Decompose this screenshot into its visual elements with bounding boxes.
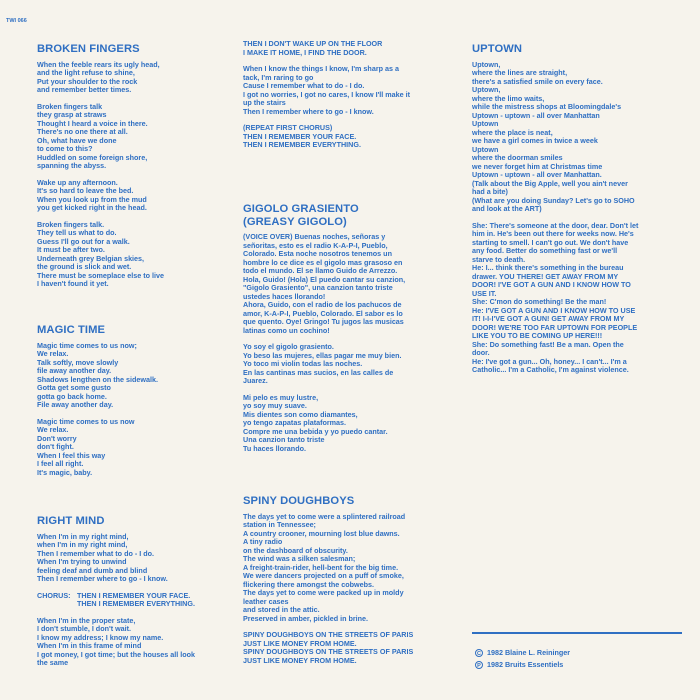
- lyric-line: latinas como un cochino!: [243, 325, 330, 335]
- catalog-number: TWI 066: [6, 18, 27, 24]
- lyric-line: We were dancers projected on a puff of smoke,: [243, 571, 404, 580]
- lyric-line: the ground is slick and wet.: [37, 262, 132, 271]
- lyric-line: LIKE YOU TO BE COMING UP HERE!!!: [472, 331, 603, 340]
- lyric-line: spanning the abyss.: [37, 161, 107, 170]
- lyric-line: Hola, Guido! (Hola) El puedo cantar su canzion,: [243, 274, 406, 284]
- lyric-line: Guess I'll go out for a walk.: [37, 236, 130, 246]
- lyric-line: on the dashboard of obscurity.: [243, 545, 348, 555]
- lyrics: [243, 40, 457, 150]
- lyric-line: Talk softly, move slowly: [37, 357, 119, 367]
- song-gigolo-grasiento: [243, 204, 457, 453]
- lyric-line: had a bite): [472, 187, 508, 196]
- lyric-line: Oh, what have we done: [37, 135, 117, 145]
- lyric-line: flickering there amongst the cobwebs.: [243, 579, 374, 589]
- lyric-line: I don't stumble, I don't wait.: [37, 624, 132, 633]
- lyric-line: JUST LIKE MONEY FROM HOME.: [243, 655, 357, 665]
- lyric-line: She: C'mon do something! Be the man!: [472, 297, 607, 306]
- right-mind-continued: [243, 40, 457, 150]
- lyric-line: where the doorman smiles: [472, 153, 563, 162]
- lyric-line: Underneath grey Belgian skies,: [37, 253, 145, 263]
- lyric-line: file away another day.: [37, 366, 112, 375]
- lyric-line: It must be after two.: [37, 245, 105, 254]
- lyric-line: Tu haces llorando.: [243, 443, 306, 453]
- lyric-line: Wake up any afternoon.: [37, 177, 118, 187]
- lyric-line: Then I remember where to go - I know.: [37, 574, 168, 583]
- lyric-line: señoritas, esto es el radio K-A-P-I, Pueblo,: [243, 240, 388, 250]
- lyric-line: they grasp at straws: [37, 110, 107, 119]
- lyric-line: He: I've got a gun... Oh, honey... I can't... I'm a: [472, 356, 627, 366]
- lyric-line: When you look up from the mud: [37, 194, 147, 204]
- phonogram-text: 1982 Bruits Essentiels: [487, 660, 564, 669]
- lyrics: [37, 61, 237, 289]
- lyric-line: Una canzion tanto triste: [243, 435, 325, 444]
- lyric-line: station in Tennessee;: [243, 520, 316, 529]
- lyric-line: while the mistress shops at Bloomingdale's: [472, 102, 622, 111]
- lyric-line: any food. Better do something fast or we'll: [472, 246, 618, 255]
- lyrics: [243, 513, 457, 666]
- lyric-line: and remember better times.: [37, 85, 132, 94]
- lyric-line: Ahora, Guido, con el radio de los pachucos de: [243, 300, 402, 309]
- lyric-line: The days yet to come were a splintered railroad: [243, 511, 406, 521]
- lyric-line: She: There's someone at the door, dear. Don't let: [472, 220, 639, 230]
- song-title: MAGIC TIME: [37, 324, 106, 336]
- song-magic-time: [37, 325, 237, 477]
- lyrics: [37, 533, 237, 584]
- lyric-line: There's no one there at all.: [37, 127, 128, 136]
- lyric-line: When I know the things I know, I'm sharp as a: [243, 64, 399, 73]
- lyric-line: Yo soy el gigolo grasiento.: [243, 342, 334, 351]
- song-title: BROKEN FINGERS: [37, 43, 140, 55]
- lyric-line: There must be someplace else to live: [37, 270, 165, 280]
- song-title: GIGOLO GRASIENTO: [243, 203, 359, 215]
- lyric-line: door.: [472, 348, 490, 357]
- lyric-line: Mis dientes son como diamantes,: [243, 409, 358, 419]
- lyric-line: Yo toco mi violin todas las noches.: [243, 359, 363, 368]
- lyric-line: (What are you doing Sunday? Let's go to SOHO: [472, 195, 635, 205]
- lyric-line: amor, K-A-P-I, Pueblo, Colorado. El sabor es lo: [243, 308, 403, 318]
- chorus-label: CHORUS:: [37, 590, 71, 600]
- lyric-line: Uptown,: [472, 85, 501, 94]
- lyric-line: yo tengo zapatas plataformas.: [243, 418, 347, 427]
- lyric-line: Uptown - uptown - all over Manhattan.: [472, 170, 602, 179]
- lyric-line: starting to smell. I can't go out. We don't have: [472, 237, 629, 247]
- lyric-line: DOOR! I'VE GOT A GUN AND I KNOW HOW TO: [472, 280, 631, 289]
- lyric-line: Uptown,: [472, 59, 501, 69]
- lyric-line: He: I... think there's something in the bureau: [472, 263, 624, 272]
- lyric-line: Cause I remember what to do - I do.: [243, 81, 365, 90]
- lyric-line: "Gigolo Grasiento", una canzion tanto triste: [243, 283, 393, 292]
- lyric-line: leather cases: [243, 596, 289, 606]
- lyrics: [472, 61, 682, 375]
- lyric-line: IT! I-I-I'VE GOT A GUN! GET AWAY FROM MY: [472, 314, 625, 323]
- lyric-line: DOOR! WE'RE TOO FAR UPTOWN FOR PEOPLE: [472, 322, 638, 332]
- lyric-line: When I feel this way: [37, 450, 106, 460]
- divider-rule: [472, 632, 682, 634]
- lyric-line: Thought I heard a voice in there.: [37, 118, 148, 128]
- lyric-line: where the lines are straight,: [472, 68, 568, 77]
- lyric-line: Preserved in amber, pickled in brine.: [243, 613, 369, 623]
- lyric-line: Yo beso las mujeres, ellas pagar me muy bien.: [243, 350, 402, 360]
- lyric-line: the same: [37, 658, 69, 667]
- lyric-line: Uptown: [472, 119, 499, 128]
- lyric-line: and stored in the attic.: [243, 605, 320, 614]
- lyric-line: where the place is neat,: [472, 127, 553, 137]
- lyric-line: When I'm trying to unwind: [37, 557, 127, 566]
- lyric-line: They tell us what to do.: [37, 228, 117, 237]
- lyric-line: SPINY DOUGHBOYS ON THE STREETS OF PARIS: [243, 630, 414, 639]
- chorus: [37, 592, 237, 609]
- lyric-line: SPINY DOUGHBOYS ON THE STREETS OF PARIS: [243, 647, 414, 656]
- lyric-line: He: I'VE GOT A GUN AND I KNOW HOW TO USE: [472, 305, 636, 315]
- lyric-line: Then I remember what to do - I do.: [37, 548, 155, 558]
- lyric-line: and the light refuse to shine,: [37, 68, 135, 77]
- lyrics: [243, 233, 457, 453]
- lyric-line: A freight-train-rider, hell-bent for the big time.: [243, 562, 399, 572]
- lyric-line: Juarez.: [243, 376, 268, 385]
- lyric-line: JUST LIKE MONEY FROM HOME.: [243, 638, 357, 648]
- chorus-lyrics: [77, 592, 195, 609]
- lyric-line: Broken fingers talk.: [37, 219, 105, 229]
- lyric-line: starve to death.: [472, 254, 526, 264]
- lyric-line: Huddled on some foreign shore,: [37, 152, 148, 162]
- lyric-line: When I'm in the proper state,: [37, 615, 136, 625]
- lyric-line: USE IT.: [472, 288, 497, 298]
- lyric-line: When I'm in this frame of mind: [37, 641, 142, 650]
- lyric-line: feeling deaf and dumb and blind: [37, 565, 148, 575]
- song-subtitle: (GREASY GIGOLO): [243, 215, 347, 228]
- lyric-line: we have a girl comes in twice a week: [472, 136, 598, 145]
- copyright-line: [475, 648, 570, 657]
- lyric-line: don't fight.: [37, 442, 74, 451]
- lyric-line: yo soy muy suave.: [243, 401, 307, 410]
- lyric-line: there's a satisfied smile on every face.: [472, 76, 603, 86]
- lyric-line: Compre me una bebida y yo puedo cantar.: [243, 426, 388, 436]
- lyric-line: When I'm in my right mind,: [37, 531, 129, 541]
- lyric-line: It's magic, baby.: [37, 467, 93, 477]
- lyric-line: Mi pelo es muy lustre,: [243, 392, 319, 402]
- lyric-line: when I'm in my right mind,: [37, 540, 128, 549]
- lyric-line: and look at the ART): [472, 204, 542, 213]
- song-title: RIGHT MIND: [37, 515, 105, 527]
- copyright-text: 1982 Blaine L. Reininger: [487, 648, 571, 657]
- phonogram-line: [475, 660, 563, 669]
- lyric-line: (VOICE OVER) Buenas noches, señoras y: [243, 232, 386, 241]
- lyric-line: Then I remember where to go - I know.: [243, 106, 374, 116]
- lyric-line: I feel all right.: [37, 459, 84, 468]
- lyric-line: When the feeble rears its ugly head,: [37, 59, 160, 69]
- lyric-line: we never forget him at Christmas time: [472, 161, 603, 171]
- lyric-line: I MAKE IT HOME, I FIND THE DOOR.: [243, 47, 367, 57]
- lyric-line: The days yet to come were packed up in moldy: [243, 588, 404, 597]
- lyric-line: to come to this?: [37, 144, 93, 153]
- lyric-line: where the limo waits,: [472, 93, 545, 103]
- lyric-line: It's so hard to leave the bed.: [37, 186, 134, 195]
- copyright-icon: C: [475, 649, 483, 657]
- lyric-line: We relax.: [37, 349, 69, 358]
- song-uptown: [472, 44, 682, 375]
- lyric-line: tack, I'm raring to go: [243, 72, 314, 82]
- song-broken-fingers: [37, 44, 237, 289]
- lyric-line: A country crooner, mourning lost blue dawns.: [243, 528, 400, 538]
- lyric-line: Uptown: [472, 144, 499, 154]
- lyric-line: THEN I REMEMBER YOUR FACE.: [77, 590, 191, 600]
- lyric-line: Magic time comes to us now;: [37, 340, 137, 350]
- lyric-line: THEN I REMEMBER EVERYTHING.: [77, 599, 195, 608]
- lyric-line: Colorado. Esta noche nosotros tenemos un: [243, 249, 392, 258]
- song-spiny-doughboys: [243, 496, 457, 665]
- lyric-line: THEN I REMEMBER EVERYTHING.: [243, 140, 361, 149]
- lyric-line: you get kicked right in the head.: [37, 203, 147, 212]
- lyric-line: Shadows lengthen on the sidewalk.: [37, 374, 159, 384]
- lyric-line: ustedes haces llorando!: [243, 291, 326, 301]
- lyric-line: drawer. YOU THERE! GET AWAY FROM MY: [472, 271, 619, 281]
- song-title: UPTOWN: [472, 43, 523, 55]
- lyric-line: todo el mundo. El se llamo Guido de Arrezzo.: [243, 266, 398, 275]
- lyric-line: THEN I DON'T WAKE UP ON THE FLOOR: [243, 39, 383, 48]
- lyric-line: I got money, I got time; but the houses all look: [37, 649, 195, 659]
- lyric-line: Don't worry: [37, 433, 77, 443]
- lyric-line: Gotta get some gusto: [37, 383, 111, 392]
- lyric-line: She: Do something fast! Be a man. Open the: [472, 339, 624, 349]
- phonogram-icon: P: [475, 661, 483, 669]
- lyric-line: A tiny radio: [243, 537, 283, 546]
- lyric-line: File away another day.: [37, 400, 114, 409]
- lyric-line: Broken fingers talk: [37, 101, 103, 111]
- lyric-line: The wind was a silken salesman;: [243, 554, 356, 563]
- lyrics: [37, 617, 237, 668]
- lyric-line: I haven't found it yet.: [37, 279, 109, 288]
- lyric-line: I know my address; I know my name.: [37, 632, 164, 642]
- lyric-line: hombre lo ce dice es el gigolo mas grasoso en: [243, 257, 403, 267]
- lyric-line: En las cantinas mas sucios, en las calles de: [243, 367, 394, 377]
- song-right-mind: [37, 516, 237, 668]
- lyric-line: gotta go back home.: [37, 391, 107, 401]
- lyric-line: him in. He's been out there for weeks now. He's: [472, 229, 634, 238]
- lyric-line: Put your shoulder to the rock: [37, 76, 138, 86]
- lyric-line: Magic time comes to us now: [37, 416, 135, 426]
- lyric-line: THEN I REMEMBER YOUR FACE.: [243, 131, 357, 141]
- lyric-line: I got no worries, I got no cares, I know I'll make it: [243, 89, 411, 99]
- lyric-line: Uptown - uptown - all over Manhattan: [472, 110, 600, 120]
- song-title: SPINY DOUGHBOYS: [243, 495, 355, 507]
- lyric-line: (Talk about the Big Apple, well you ain't never: [472, 178, 628, 188]
- lyric-line: up the stairs: [243, 98, 286, 107]
- lyric-line: que quento. Oye! Gringo! Tu jugos las musicas: [243, 317, 404, 326]
- lyric-line: We relax.: [37, 425, 69, 434]
- lyrics: [37, 342, 237, 478]
- lyric-line: (REPEAT FIRST CHORUS): [243, 123, 333, 132]
- lyric-line: Catholic... I'm a Catholic, I'm against violence.: [472, 365, 629, 374]
